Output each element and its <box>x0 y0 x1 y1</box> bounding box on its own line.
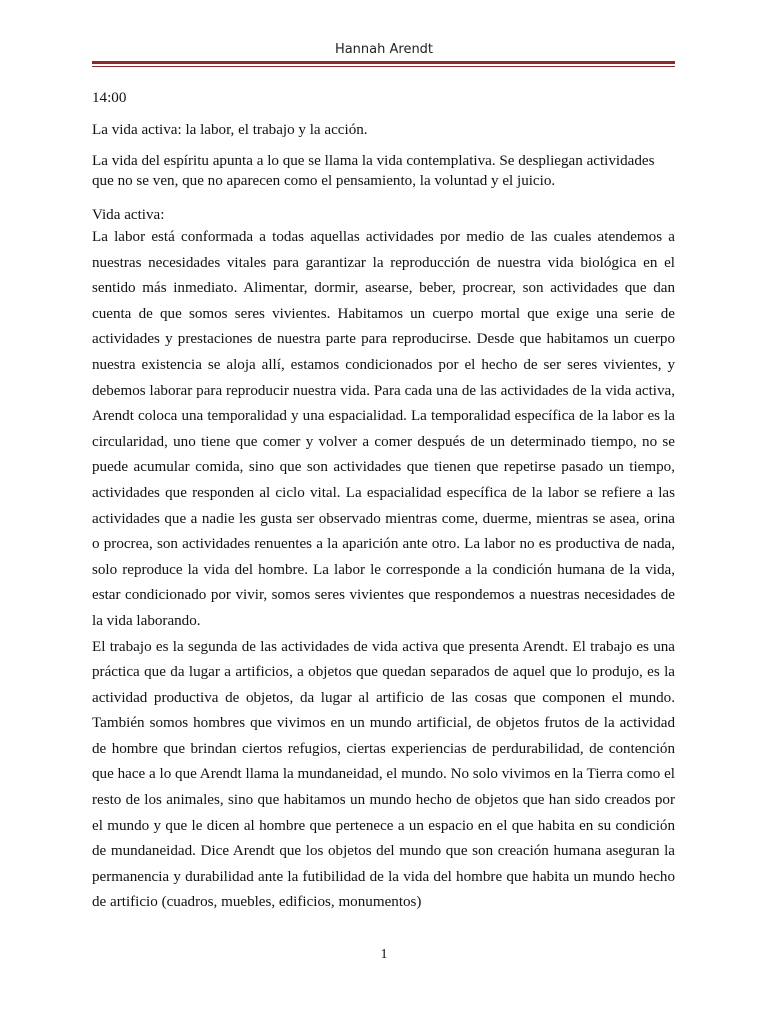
document-body <box>92 88 675 916</box>
page-header-title: Hannah Arendt <box>334 42 434 57</box>
section-label: Vida activa: <box>92 207 165 223</box>
header-rule-thick <box>92 61 675 64</box>
paragraph-trabajo: El trabajo es la segunda de las actividades de vida activa que presenta Arendt. El trabajo es una práctica que da lugar a artificios, a objetos que quedan separados de aquel que lo produjo, es la actividad productiva de objetos, da lugar al artificio de las cosas que componen el mundo. También somos hombres que vivimos en un mundo artificial, de objetos frutos de la actividad de hombre que brindan ciertos refugios, ciertas experiencias de perdurabilidad, de contención que hace a lo que Arendt llama la mundaneidad, el mundo. No solo vivimos en la Tierra como el resto de los animales, sino que habitamos un mundo hecho de objetos que han sido creados por el mundo y que le dicen al hombre que pertenece a un espacio en el que habita en su condición de mundaneidad. Dice Arendt que los objetos del mundo que son creación humana aseguran la permanencia y durabilidad ante la futibilidad de la vida del hombre que habita un mundo hecho de artificio (cuadros, muebles, edificios, monumentos) <box>92 638 675 911</box>
paragraph-labor: La labor está conformada a todas aquellas actividades por medio de las cuales atendemos a nuestras necesidades vitales para garantizar la reproducción de nuestra vida biológica en el sentido más inmediato. Alimentar, dormir, asearse, beber, procrear, son actividades que dan cuenta de que somos seres vivientes. Habitamos un cuerpo mortal que exige una serie de actividades y prestaciones de nuestra parte para reproducirse. Desde que habitamos un cuerpo nuestra existencia se aloja allí, estamos condicionados por el hecho de ser seres vivientes, y debemos laborar para reproducir nuestra vida. Para cada una de las actividades de la vida activa, Arendt coloca una temporalidad y una espacialidad. La temporalidad específica de la labor es la circularidad, uno tiene que comer y volver a comer después de un determinado tiempo, no se puede acumular comida, sino que son actividades que tienen que repetirse pasado un tiempo, actividades que responden al ciclo vital. La espacialidad específica de la labor se refiere a las actividades que a nadie les gusta ser observado mientras come, duerme, mientras se asea, orina o procrea, son actividades renuentes a la aparición ante otro. La labor no es productiva de nada, solo reproduce la vida del hombre. La labor le corresponde a la condición humana de la vida, estar condicionado por vivir, somos seres vivientes que respondemos a nuestras necesidades de la vida laborando. <box>92 229 675 629</box>
topic-line: La vida activa: la labor, el trabajo y la acción. <box>92 122 368 138</box>
page-number: 1 <box>380 947 388 962</box>
intro-paragraph: La vida del espíritu apunta a lo que se llama la vida contemplativa. Se despliegan actividades que no se ven, que no aparecen como el pensamiento, la voluntad y el juicio. <box>92 153 655 189</box>
time-line: 14:00 <box>92 90 127 106</box>
header-rule-thin <box>92 66 675 67</box>
